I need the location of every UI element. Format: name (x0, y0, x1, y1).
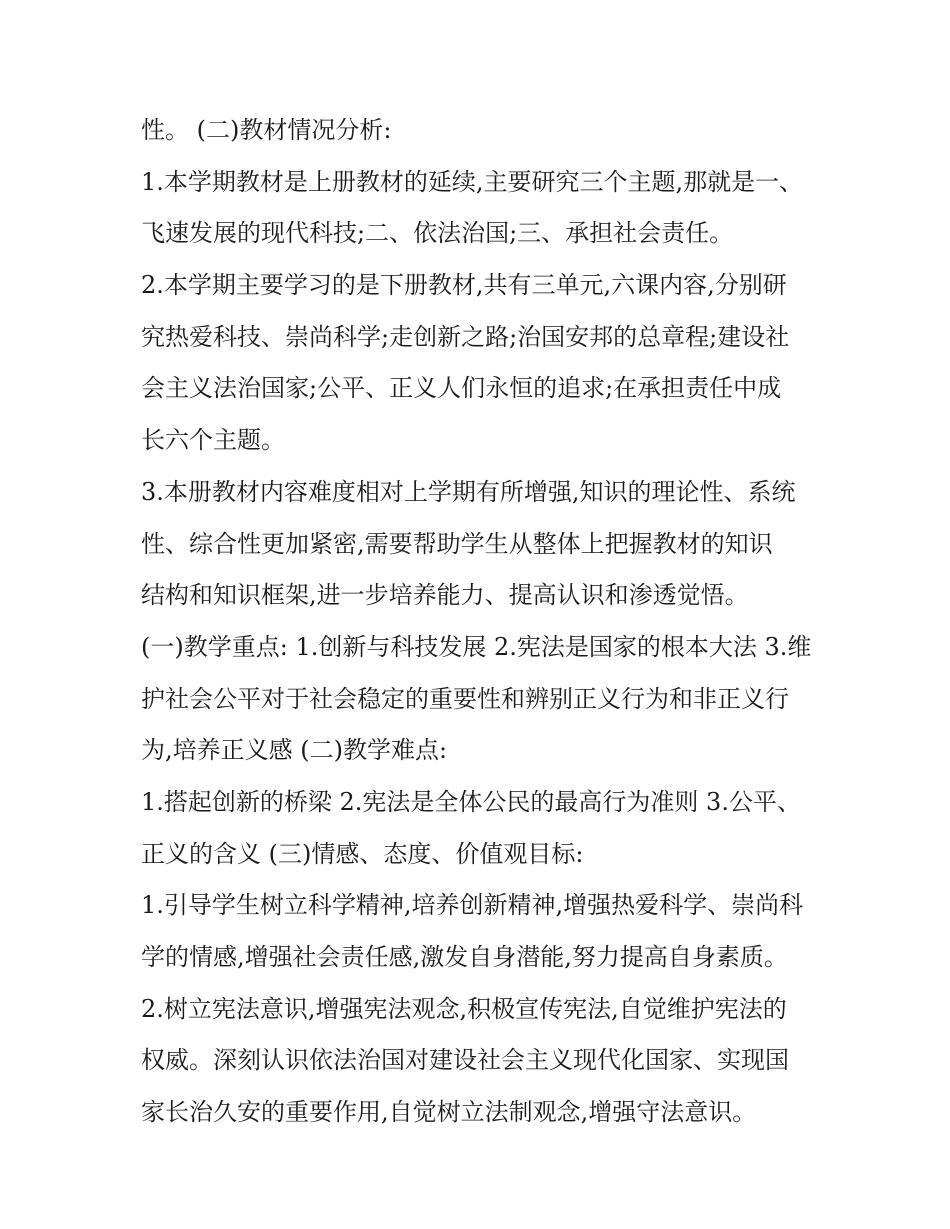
document-body (141, 105, 821, 1139)
text-line: 1.引导学生树立科学精神,培养创新精神,增强热爱科学、崇尚科 (141, 891, 804, 920)
text-line: 性、综合性更加紧密,需要帮助学生从整体上把握教材的知识 (141, 529, 773, 558)
text-line: 3.本册教材内容难度相对上学期有所增强,知识的理论性、系统 (141, 477, 796, 506)
text-line: 长六个主题。 (141, 426, 285, 455)
text-line: 学的情感,增强社会责任感,激发自身潜能,努力提高自身素质。 (141, 943, 788, 971)
text-line: 正义的含义 (三)情感、态度、价值观目标: (141, 839, 584, 868)
text-line: 家长治久安的重要作用,自觉树立法制观念,增强守法意识。 (141, 1098, 757, 1127)
text-line: 权威。深刻认识依法治国对建设社会主义现代化国家、实现国 (141, 1046, 789, 1075)
text-line: 护社会公平对于社会稳定的重要性和辨别正义行为和非正义行 (141, 684, 789, 713)
text-line: 1.搭起创新的桥梁 2.宪法是全体公民的最高行为准则 3.公平、 (141, 787, 801, 816)
text-line: 为,培养正义感 (二)教学难点: (141, 736, 448, 765)
text-line: 性。 (二)教材情况分析: (141, 116, 392, 144)
text-line: 1.本学期教材是上册教材的延续,主要研究三个主题,那就是一、 (141, 167, 804, 196)
text-line: 结构和知识框架,进一步培养能力、提高认识和渗透觉悟。 (141, 581, 749, 610)
text-line: (一)教学重点: 1.创新与科技发展 2.宪法是国家的根本大法 3.维 (141, 632, 812, 661)
text-line: 究热爱科技、崇尚科学;走创新之路;治国安邦的总章程;建设社 (141, 322, 790, 351)
text-line: 飞速发展的现代科技;二、依法治国;三、承担社会责任。 (141, 219, 734, 248)
text-line: 会主义法治国家;公平、正义人们永恒的追求;在承担责任中成 (141, 374, 782, 403)
text-line: 2.本学期主要学习的是下册教材,共有三单元,六课内容,分别研 (141, 271, 787, 300)
text-line: 2.树立宪法意识,增强宪法观念,积极宣传宪法,自觉维护宪法的 (141, 994, 787, 1023)
